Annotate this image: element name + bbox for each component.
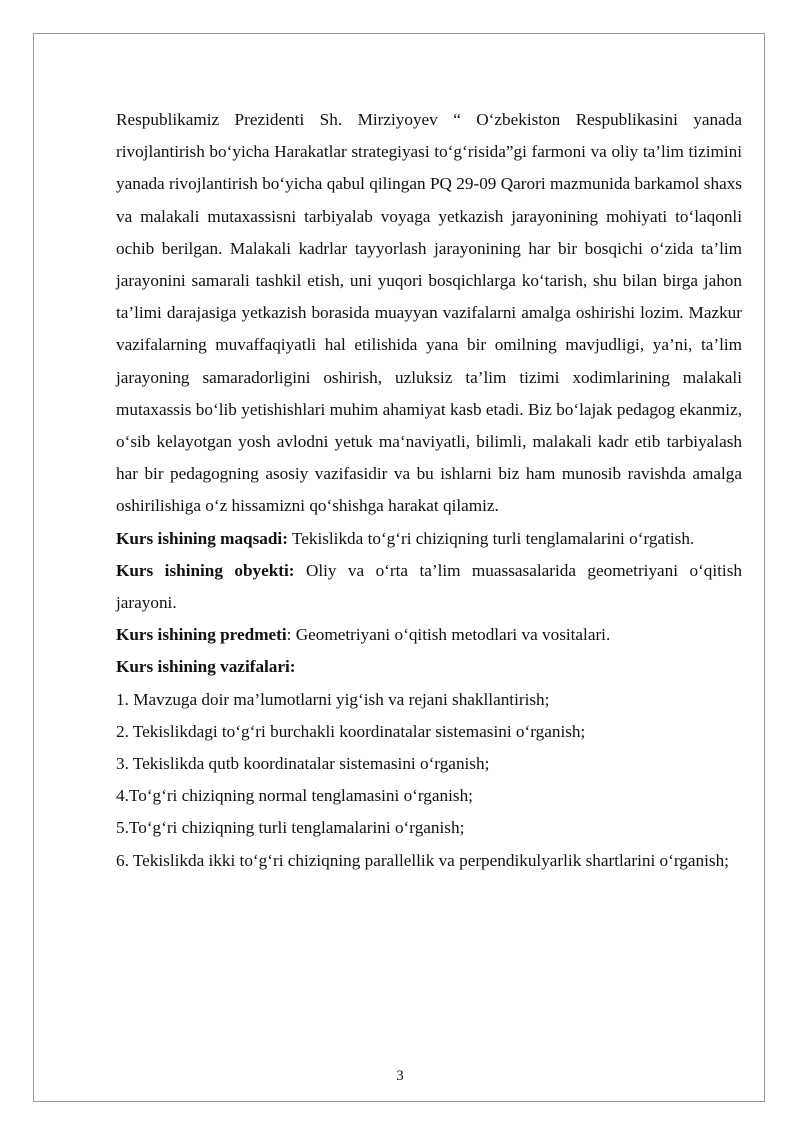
intro-paragraph: Respublikamiz Prezidenti Sh. Mirziyoyev “ O‘zbekiston Respublikasini yanada rivojlantirish bo‘yicha Harakatlar strategiyasi to‘g‘risida”gi farmoni va oliy ta’lim tizimini yanada rivojlantirish bo‘yicha qabul qilingan PQ 29-09 Qarori mazmunida barkamol shaxs va malakali mutaxassisni tarbiyalab voyaga yetkazish jarayonining mohiyati to‘laqonli ochib berilgan. Malakali kadrlar tayyorlash jarayonining har bir bosqichi o‘zida ta’lim jarayonini samarali tashkil etish, uni yuqori bosqichlarga ko‘tarish, shu bilan birga jahon ta’limi darajasiga yetkazish borasida muayyan vazifalarni amalga oshirishi lozim. Mazkur vazifalarning muvaffaqiyatli hal etilishida yana bir omilning mavjudligi, ya’ni, ta’lim jarayoning samaradorligini oshirish, uzluksiz ta’lim tizimi xodimlarining malakali mutaxassis bo‘lib yetishishlari muhim ahamiyat kasb etadi. Biz bo‘lajak pedagog ekanmiz, o‘sib kelayotgan yosh avlodni yetuk ma‘naviyatli, bilimli, malakali kadr etib tarbiyalash har bir pedagogning asosiy vazifasidir va bu ishlarni biz ham munosib ravishda amalga oshirilishiga o‘z hissamizni qo‘shishga harakat qilamiz. [116, 110, 742, 516]
page-number: 3 [396, 1068, 404, 1084]
task-item: 4.To‘g‘ri chiziqning normal tenglamasini o‘rganish; [116, 786, 473, 806]
document-body [116, 104, 742, 877]
course-tasks-heading [116, 651, 742, 683]
task-item: 3. Tekislikda qutb koordinatalar sistemasini o‘rganish; [116, 754, 490, 774]
task-item: 6. Tekislikda ikki to‘g‘ri chiziqning parallellik va perpendikulyarlik shartlarini o‘rganish; [116, 850, 729, 870]
course-subject-text: : Geometriyani o‘qitish metodlari va vositalari. [286, 625, 611, 645]
task-item: 1. Mavzuga doir ma’lumotlarni yig‘ish va rejani shakllantirish; [116, 689, 550, 709]
course-object-text: Oliy va o‘rta ta’lim muassasalarida geometriyani o‘qitish jarayoni. [116, 560, 742, 613]
task-item: 5.To‘g‘ri chiziqning turli tenglamalarini o‘rganish; [116, 818, 465, 838]
course-subject [116, 619, 742, 651]
course-object [116, 555, 742, 619]
task-item: 2. Tekislikdagi to‘g‘ri burchakli koordinatalar sistemasini o‘rganish; [116, 721, 586, 741]
course-object-label: Kurs ishining obyekti: [116, 560, 295, 580]
course-goal [116, 523, 742, 555]
course-goal-text: Tekislikda to‘g‘ri chiziqning turli tenglamalarini o‘rgatish. [287, 528, 695, 548]
course-subject-label: Kurs ishining predmeti [116, 625, 287, 645]
course-tasks-label: Kurs ishining vazifalari: [116, 657, 296, 677]
course-goal-label: Kurs ishining maqsadi: [116, 528, 288, 548]
